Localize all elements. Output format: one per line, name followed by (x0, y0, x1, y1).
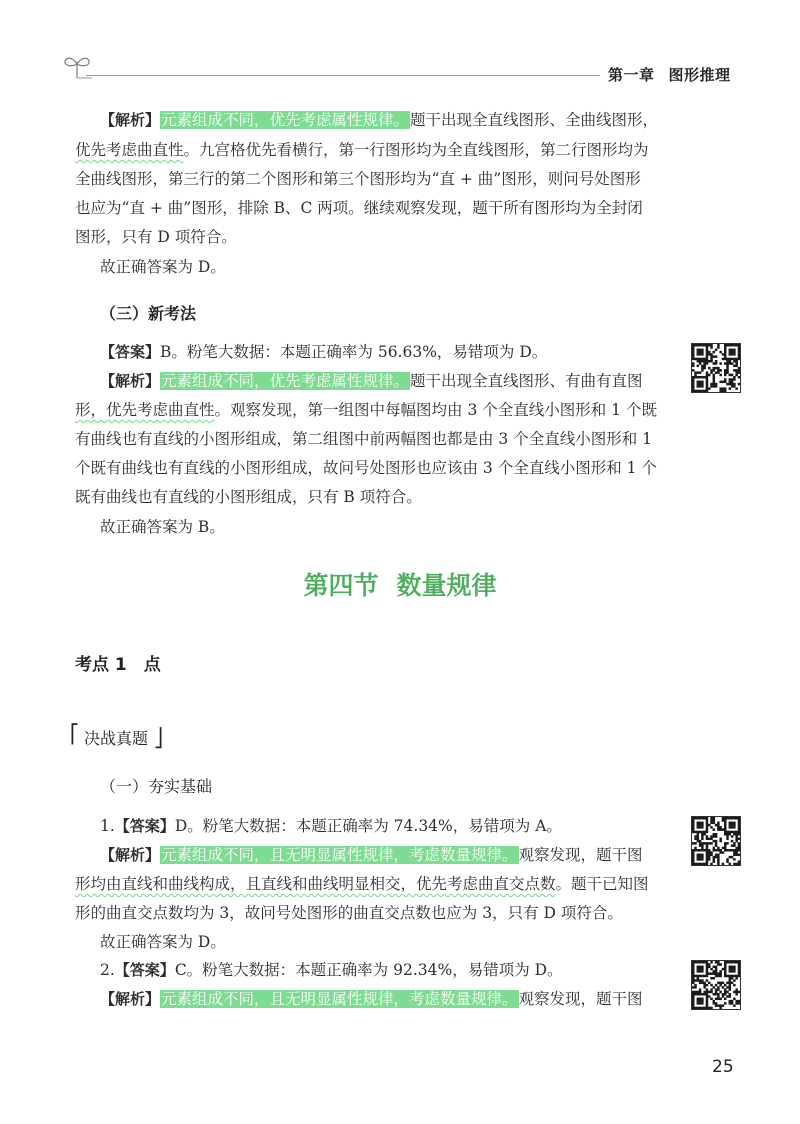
highlight-text: 元素组成不同，优先考虑属性规律。 (161, 111, 410, 129)
text-run: C。粉笔大数据：本题正确率为 92.34%，易错项为 D。 (174, 961, 563, 979)
q2-line1 (100, 988, 643, 1010)
wavy-emphasis: 形，优先考虑曲直性 (75, 401, 215, 419)
nm-line5: 既有曲线也有直线的小图形组成，只有 B 项符合。 (75, 488, 422, 506)
highlight-text: 元素组成不同，优先考虑属性规律。 (161, 372, 410, 390)
hangshi-title: （一）夯实基础 (100, 777, 213, 796)
nm-line4: 个既有曲线也有直线的小图形组成，故问号处图形也应该由 3 个全直线小图形和 1 个 (75, 459, 657, 477)
answer-label: 【答案】 (100, 343, 161, 361)
analysis-label: 【解析】 (100, 846, 161, 864)
header-rule (86, 75, 600, 76)
nm-answer: 故正确答案为 B。 (100, 518, 225, 536)
section-name: 数量规律 (396, 571, 497, 600)
nm-line3: 有曲线也有直线的小图形组成，第二组图中前两幅图也都是由 3 个全直线小图形和 1 (75, 430, 653, 448)
qr-code-icon[interactable] (691, 343, 741, 393)
chapter-header (608, 64, 731, 85)
text-run: 题干出现全直线图形、全曲线图形， (410, 111, 659, 129)
bracket-icon: ⎡ (70, 724, 79, 745)
bracket-icon: ⎦ (154, 728, 164, 749)
juezhan-text: 决战真题 (84, 729, 149, 748)
kaodian-title: 考点 1 点 (75, 655, 161, 675)
wavy-emphasis: 形均由直线和曲线构成，且直线和曲线明显相交，优先考虑曲直交点数 (75, 875, 556, 893)
q1-answer: 故正确答案为 D。 (100, 933, 226, 951)
analysis-label: 【解析】 (100, 111, 161, 129)
text-run: D。粉笔大数据：本题正确率为 74.34%，易错项为 A。 (174, 817, 562, 835)
block1-line2 (75, 139, 649, 161)
q1-line2 (75, 873, 649, 895)
block1-line4: 也应为“直 + 曲”图形，排除 B、C 两项。继续观察发现，题干所有图形均为全封闭 (75, 199, 643, 217)
question-number: 1. (100, 817, 115, 835)
q1-line3: 形的曲直交点数均为 3，故问号处图形的曲直交点数也应为 3，只有 D 项符合。 (75, 904, 623, 922)
subsection-title: （三）新考法 (100, 304, 197, 323)
answer-label: 【答案】 (114, 961, 175, 979)
qr-code-icon[interactable] (691, 816, 741, 866)
highlight-text: 元素组成不同，且无明显属性规律，考虑数量规律。 (161, 846, 518, 864)
text-run: 。九宫格优先看横行，第一行图形均为全直线图形，第二行图形均为 (183, 141, 649, 159)
analysis-label: 【解析】 (100, 372, 161, 390)
juezhan-title (70, 724, 164, 749)
nm-line1 (100, 370, 643, 392)
block1-line5: 图形，只有 D 项符合。 (75, 228, 237, 246)
nm-line2 (75, 399, 657, 421)
q1-answer-line (100, 815, 562, 837)
block1-line1 (100, 109, 658, 131)
chapter-number: 第一章 (608, 66, 655, 84)
block1-answer: 故正确答案为 D。 (100, 258, 226, 276)
analysis-label: 【解析】 (100, 990, 161, 1008)
text-run: 观察发现，题干图 (518, 846, 643, 864)
question-number: 2. (100, 961, 115, 979)
q1-line1 (100, 844, 643, 866)
chapter-title: 图形推理 (668, 66, 731, 84)
block1-line3: 全曲线图形，第三行的第二个图形和第三个图形均为“直 + 曲”图形，则问号处图形 (75, 170, 641, 188)
text-run: 观察发现，题干图 (518, 990, 643, 1008)
section-number: 第四节 (303, 571, 379, 600)
highlight-text: 元素组成不同，且无明显属性规律，考虑数量规律。 (161, 990, 518, 1008)
text-run: B。粉笔大数据：本题正确率为 56.63%，易错项为 D。 (160, 343, 548, 361)
qr-code-icon[interactable] (691, 960, 741, 1010)
section-title (0, 566, 800, 602)
text-run: 。题干已知图 (555, 875, 649, 893)
text-run: 。观察发现，第一组图中每幅图均由 3 个全直线小图形和 1 个既 (214, 401, 657, 419)
text-run: 题干出现全直线图形、有曲有直图 (410, 372, 643, 390)
q2-answer-line (100, 959, 563, 981)
page-number: 25 (712, 1057, 734, 1077)
answer-label: 【答案】 (114, 817, 175, 835)
wavy-emphasis: 优先考虑曲直性 (75, 141, 184, 159)
nm-answer-line (100, 341, 547, 363)
